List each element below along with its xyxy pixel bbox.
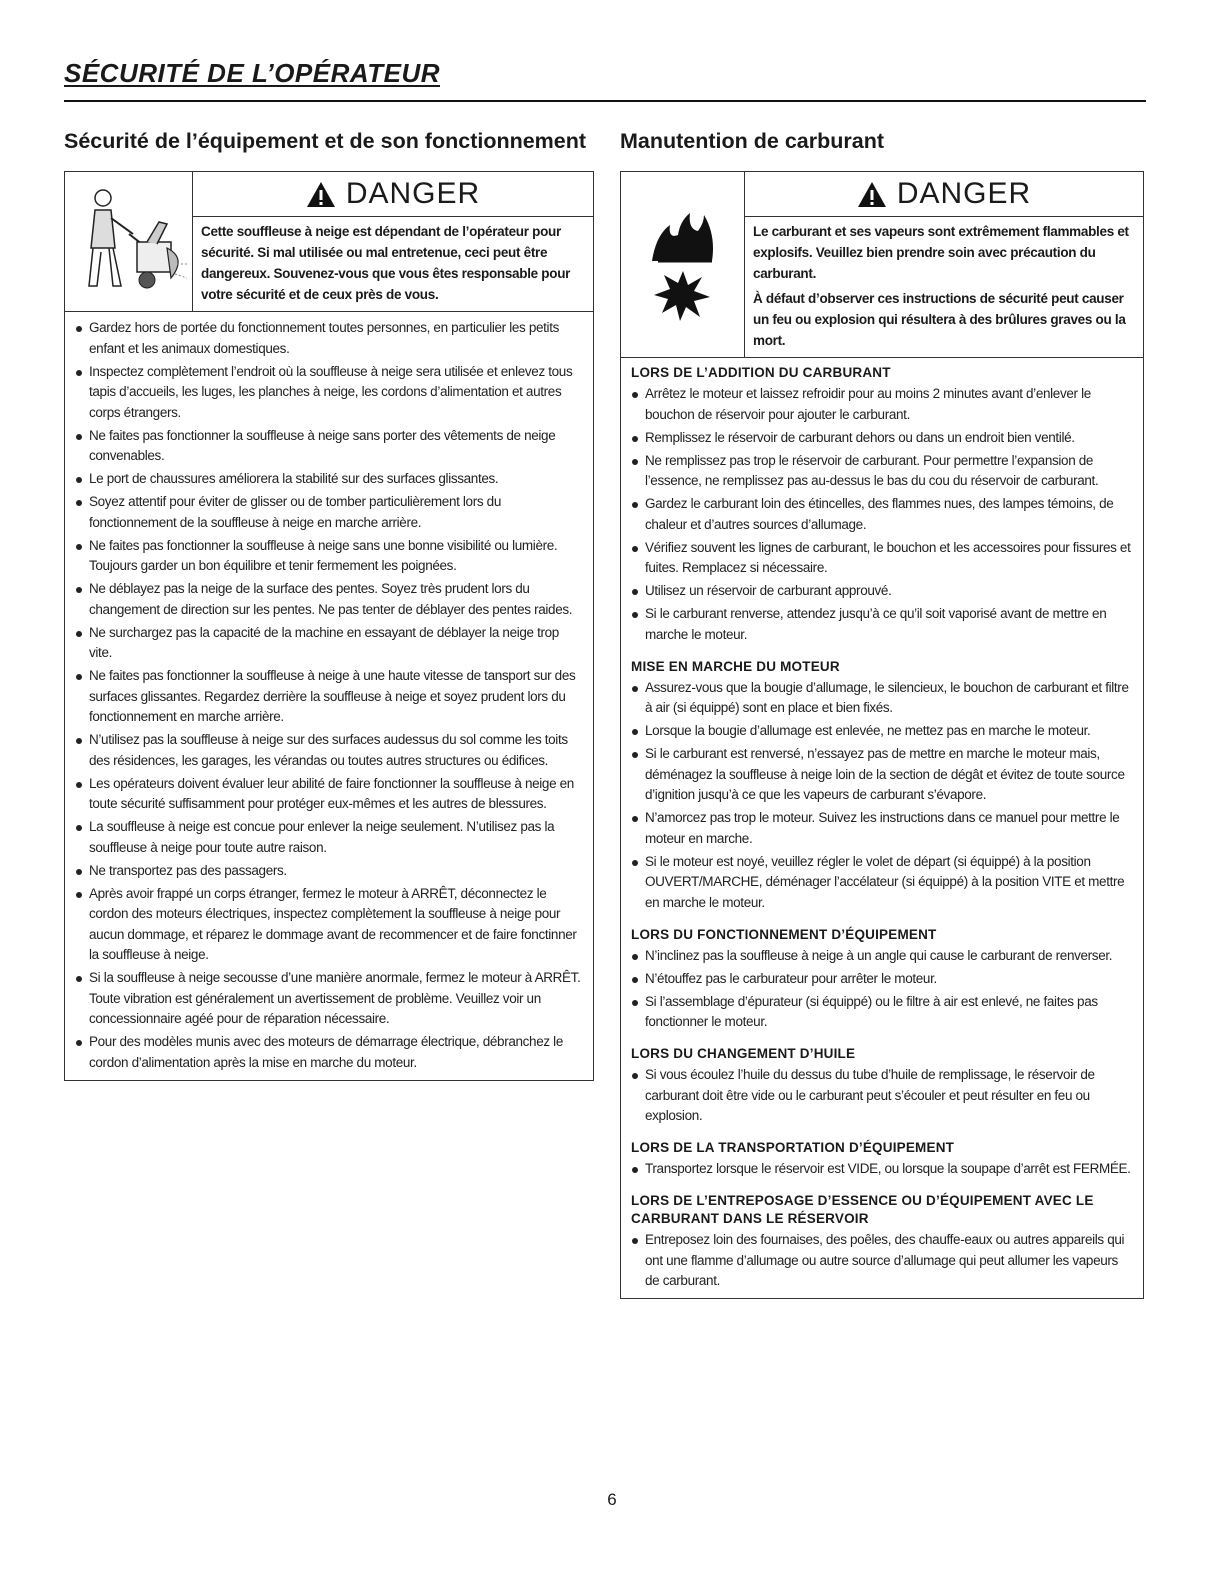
title-rule [64, 100, 1146, 102]
warning-triangle-icon [857, 181, 887, 208]
list-item: Les opérateurs doivent évaluer leur abilité de faire fonctionner la souffleuse à neige en toute sécurité suffisamment pour protéger eux-mêmes et les autres de blessures. [75, 774, 583, 815]
danger-header [745, 172, 1143, 217]
list-item: Soyez attentif pour éviter de glisser ou de tomber particulièrement lors du fonctionnement de la souffleuse à neige en marche arrière. [75, 492, 583, 533]
danger-message: Le carburant et ses vapeurs sont extrêmement flammables et explosifs. Veuillez bien prendre soin avec précaution du carburant. [753, 224, 1129, 281]
equipment-safety-list [65, 312, 593, 1080]
page-number: 6 [607, 1490, 617, 1509]
oil-change-list [621, 1063, 1143, 1133]
list-item: Si vous écoulez l’huile du dessus du tube d’huile de remplissage, le réservoir de carburant doit être vide ou le carburant peut s’écouler et peut résulter en feu ou explosion. [631, 1065, 1133, 1127]
danger-box-fuel [621, 172, 1143, 358]
list-item: Ne faites pas fonctionner la souffleuse à neige sans porter des vêtements de neige convenables. [75, 426, 583, 467]
oil-change-heading: LORS DU CHANGEMENT D’HUILE [631, 1046, 856, 1061]
list-item: La souffleuse à neige est concue pour enlever la neige seulement. N’utilisez pas la souffleuse à neige pour toute autre raison. [75, 817, 583, 858]
engine-start-heading: MISE EN MARCHE DU MOTEUR [631, 658, 840, 674]
fire-explosion-illustration [621, 172, 745, 357]
operator-snowblower-illustration [65, 172, 193, 311]
list-item: Vérifiez souvent les lignes de carburant, le bouchon et les accessoires pour fissures et fuites. Remplacez si nécessaire. [631, 538, 1133, 579]
list-item: Si le carburant est renversé, n’essayez pas de mettre en marche le moteur mais, déménagez la souffleuse à neige loin de la section de dégât et évitez de toute source d’ignition jusqu’à ce que les vapeurs de carburant s’évapore. [631, 744, 1133, 806]
storage-heading: LORS DE L’ENTREPOSAGE D’ESSENCE OU D’ÉQUIPEMENT AVEC LE CARBURANT DANS LE RÉSERVOIR [631, 1193, 1094, 1226]
equipment-safety-heading: Sécurité de l’équipement et de son fonctionnement [64, 129, 587, 153]
list-item: Ne transportez pas des passagers. [75, 861, 583, 882]
list-item: Si l’assemblage d’épurateur (si équippé) ou le filtre à air est enlevé, ne faites pas fonctionner le moteur. [631, 992, 1133, 1033]
warning-triangle-icon [306, 181, 336, 208]
list-item: Après avoir frappé un corps étranger, fermez le moteur à ARRÊT, déconnectez le cordon des moteurs électriques, inspectez complètement la souffleuse à neige pour aucun dommage, et réparez le dommage avant de recommencer et de faire fonctinner la souffleuse à neige. [75, 884, 583, 966]
list-item: Gardez hors de portée du fonctionnement toutes personnes, en particulier les petits enfant et les animaux domestiques. [75, 318, 583, 359]
list-item: Assurez-vous que la bougie d’allumage, le silencieux, le bouchon de carburant et filtre à air (si équippé) sont en place et bien fixés. [631, 678, 1133, 719]
danger-label: DANGER [896, 177, 1032, 210]
engine-start-list [621, 676, 1143, 920]
danger-consequence: À défaut d’observer ces instructions de sécurité peut causer un feu ou explosion qui résultera à des brûlures graves ou la mort. [753, 291, 1126, 348]
operator-snowblower-icon [67, 178, 191, 306]
list-item: Pour des modèles munis avec des moteurs de démarrage électrique, débranchez le cordon d’alimentation après la mise en marche du moteur. [75, 1032, 583, 1073]
danger-text [193, 217, 593, 305]
list-item: Ne faites pas fonctionner la souffleuse à neige à une haute vitesse de tansport sur des surfaces glissantes. Regardez derrière la souffleuse à neige et soyez prudent lors du fonctionnement en marche arrière. [75, 666, 583, 728]
list-item: Arrêtez le moteur et laissez refroidir pour au moins 2 minutes avant d’enlever le bouchon de réservoir pour ajouter le carburant. [631, 384, 1133, 425]
fuel-adding-heading: LORS DE L’ADDITION DU CARBURANT [631, 365, 891, 380]
list-item: N’étouffez pas le carburateur pour arrêter le moteur. [631, 969, 1133, 990]
list-item: Inspectez complètement l’endroit où la souffleuse à neige sera utilisée et enlevez tous tapis d’accueils, les luges, les planches à neige, les cordons d’alimentation et autres corps étrangers. [75, 362, 583, 424]
equipment-safety-column [64, 128, 594, 1081]
list-item: Entreposez loin des fournaises, des poêles, des chauffe-eaux ou autres appareils qui ont une flamme d’allumage ou autre source d’allumage qui peut allumer les vapeurs de carburant. [631, 1230, 1133, 1292]
fire-explosion-icon [628, 205, 738, 325]
transport-heading: LORS DE LA TRANSPORTATION D’ÉQUIPEMENT [631, 1140, 955, 1155]
list-item: Le port de chaussures améliorera la stabilité sur des surfaces glissantes. [75, 469, 583, 490]
danger-content-equipment [193, 172, 593, 311]
list-item: Utilisez un réservoir de carburant approuvé. [631, 581, 1133, 602]
list-item: Lorsque la bougie d’allumage est enlevée, ne mettez pas en marche le moteur. [631, 721, 1133, 742]
danger-header [193, 172, 593, 217]
storage-list [621, 1228, 1143, 1298]
danger-box-equipment [65, 172, 593, 312]
fuel-handling-heading: Manutention de carburant [620, 129, 884, 153]
fuel-handling-column [620, 128, 1144, 1299]
danger-text [745, 217, 1143, 351]
transport-list [621, 1157, 1143, 1186]
list-item: Ne faites pas fonctionner la souffleuse à neige sans une bonne visibilité ou lumière. Toujours garder un bon équilibre et tenir fermement les poignées. [75, 536, 583, 577]
fuel-handling-panel [620, 171, 1144, 1299]
list-item: Si la souffleuse à neige secousse d’une manière anormale, fermez le moteur à ARRÊT. Toute vibration est généralement un avertissement de problème. Veuillez voir un concessionnaire agéé pour de réparation nécessaire. [75, 968, 583, 1030]
list-item: Si le moteur est noyé, veuillez régler le volet de départ (si équippé) à la position OUVERT/MARCHE, déménager l’accélateur (si équippé) à la position VITE et mettre en marche le moteur. [631, 852, 1133, 914]
danger-label: DANGER [345, 177, 481, 210]
danger-message: Cette souffleuse à neige est dépendant de l’opérateur pour sécurité. Si mal utilisée ou mal entretenue, ceci peut être dangereux. Souvenez-vous que vous êtes responsable pour votre sécurité et de ceux près de vous. [201, 224, 571, 302]
list-item: Si le carburant renverse, attendez jusqu’à ce qu’il soit vaporisé avant de mettre en marche le moteur. [631, 604, 1133, 645]
list-item: Transportez lorsque le réservoir est VIDE, ou lorsque la soupape d’arrêt est FERMÉE. [631, 1159, 1133, 1180]
equipment-operation-list [621, 944, 1143, 1040]
list-item: Gardez le carburant loin des étincelles, des flammes nues, des lampes témoins, de chaleur et d’autres sources d’allumage. [631, 494, 1133, 535]
equipment-operation-heading: LORS DU FONCTIONNEMENT D’ÉQUIPEMENT [631, 926, 937, 942]
list-item: Ne remplissez pas trop le réservoir de carburant. Pour permettre l’expansion de l’essence, ne remplissez pas au-dessus le bas du cou du réservoir de carburant. [631, 451, 1133, 492]
list-item: Remplissez le réservoir de carburant dehors ou dans un endroit bien ventilé. [631, 428, 1133, 449]
fuel-adding-list [621, 382, 1143, 652]
list-item: Ne déblayez pas la neige de la surface des pentes. Soyez très prudent lors du changement de direction sur les pentes. Ne pas tenter de déblayer des pentes raides. [75, 579, 583, 620]
list-item: Ne surchargez pas la capacité de la machine en essayant de déblayer la neige trop vite. [75, 623, 583, 664]
list-item: N’amorcez pas trop le moteur. Suivez les instructions dans ce manuel pour mettre le moteur en marche. [631, 808, 1133, 849]
equipment-safety-panel [64, 171, 594, 1081]
list-item: N’utilisez pas la souffleuse à neige sur des surfaces audessus du sol comme les toits des résidences, les garages, les vérandas ou toutes autres structures ou édifices. [75, 730, 583, 771]
list-item: N’inclinez pas la souffleuse à neige à un angle qui cause le carburant de renverser. [631, 946, 1133, 967]
page-title: SÉCURITÉ DE L’OPÉRATEUR [64, 58, 441, 88]
danger-content-fuel [745, 172, 1143, 357]
